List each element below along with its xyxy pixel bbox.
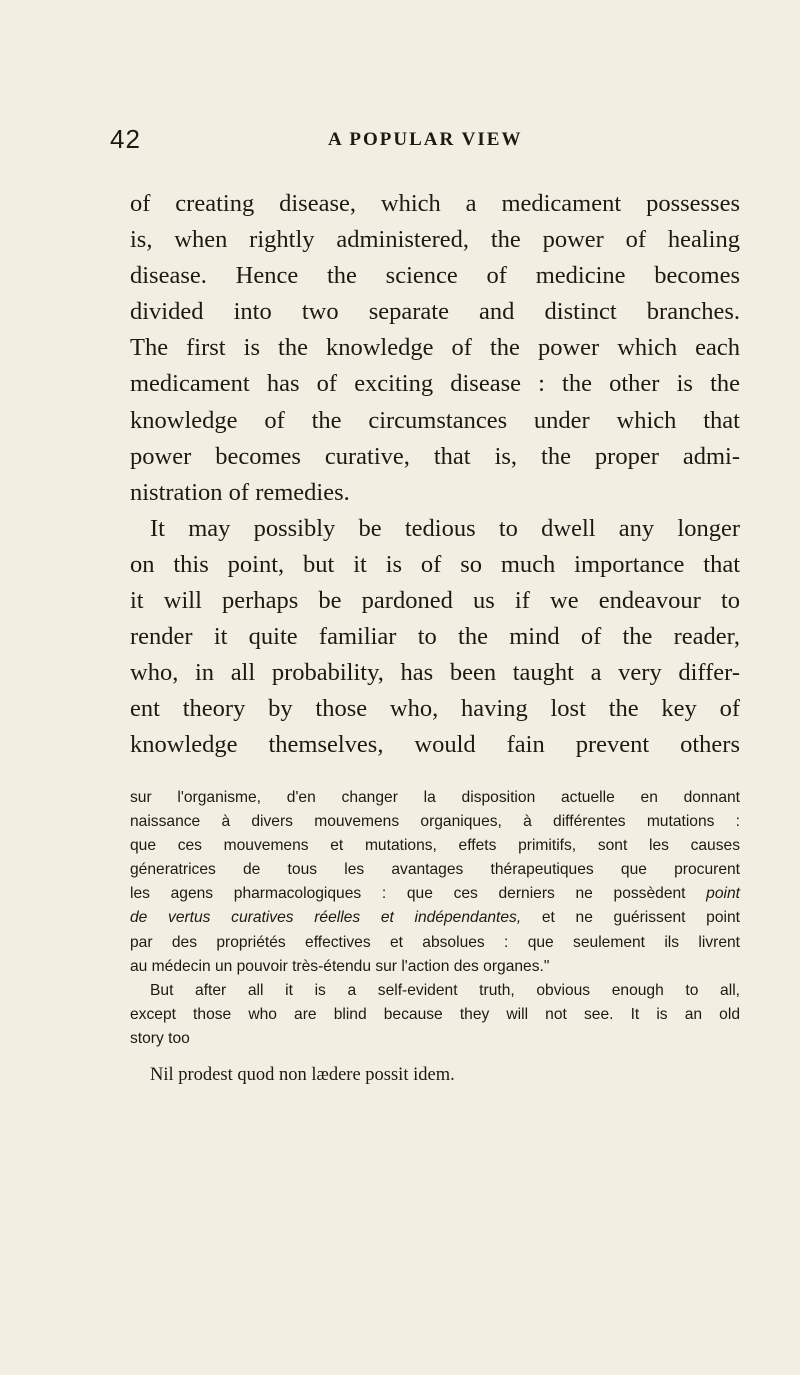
footnote-line [130,882,740,906]
page-number: 42 [110,124,141,154]
footnote-line: au médecin un pouvoir très-étendu sur l'action des organes." [130,957,550,975]
footnote-line: sur l'organisme, d'en changer la disposition actuelle en donnant [130,789,740,806]
footnote-text: et ne guérissent point [521,909,740,927]
footnote-line: story too [130,1029,190,1047]
body-line: knowledge of the circumstances under which that [130,406,740,434]
body-line: nistration of remedies. [130,478,350,506]
body-line: The first is the knowledge of the power which each [130,334,740,362]
body-line: medicament has of exciting disease : the other is the [130,370,740,398]
footnote-line: But after all it is a self-evident truth, obvious enough to all, [150,981,740,999]
body-line: who, in all probability, has been taught a very differ- [130,659,740,687]
body-line: of creating disease, which a medicament possesses [130,190,740,217]
body-line: on this point, but it is of so much importance that [130,550,740,578]
body-line: It may possibly be tedious to dwell any longer [150,514,740,542]
footnote-line: que ces mouvemens et mutations, effets primitifs, sont les causes [130,837,740,855]
footnote [130,786,740,1051]
body-line: it will perhaps be pardoned us if we endeavour to [130,587,740,615]
body-line: is, when rightly administered, the power of healing [130,226,740,254]
body-text [130,186,740,764]
footnote-italic-text: point [706,885,740,903]
latin-quotation: Nil prodest quod non lædere possit idem. [150,1065,455,1085]
running-head: A POPULAR VIEW [328,129,523,150]
footnote-italic-text: de vertus curatives réelles et indépendantes, [130,909,522,927]
body-line: render it quite familiar to the mind of the reader, [130,623,740,651]
footnote-line: géneratrices de tous les avantages thérapeutiques que procurent [130,861,740,879]
body-line: divided into two separate and distinct branches. [130,298,740,326]
page-header [110,124,738,164]
footnote-line [130,906,740,930]
body-line: knowledge themselves, would fain prevent others [130,731,740,759]
footnote-line: naissance à divers mouvemens organiques, à différentes mutations : [130,813,740,831]
footnote-text: les agens pharmacologiques : que ces derniers ne possèdent [130,885,707,903]
footnote-line: par des propriétés effectives et absolues : que seulement ils livrent [130,933,740,951]
body-line: disease. Hence the science of medicine becomes [130,262,740,290]
body-line: power becomes curative, that is, the proper admi- [130,442,740,470]
footnote-line: except those who are blind because they will not see. It is an old [130,1005,740,1023]
body-line: ent theory by those who, having lost the key of [130,695,740,723]
